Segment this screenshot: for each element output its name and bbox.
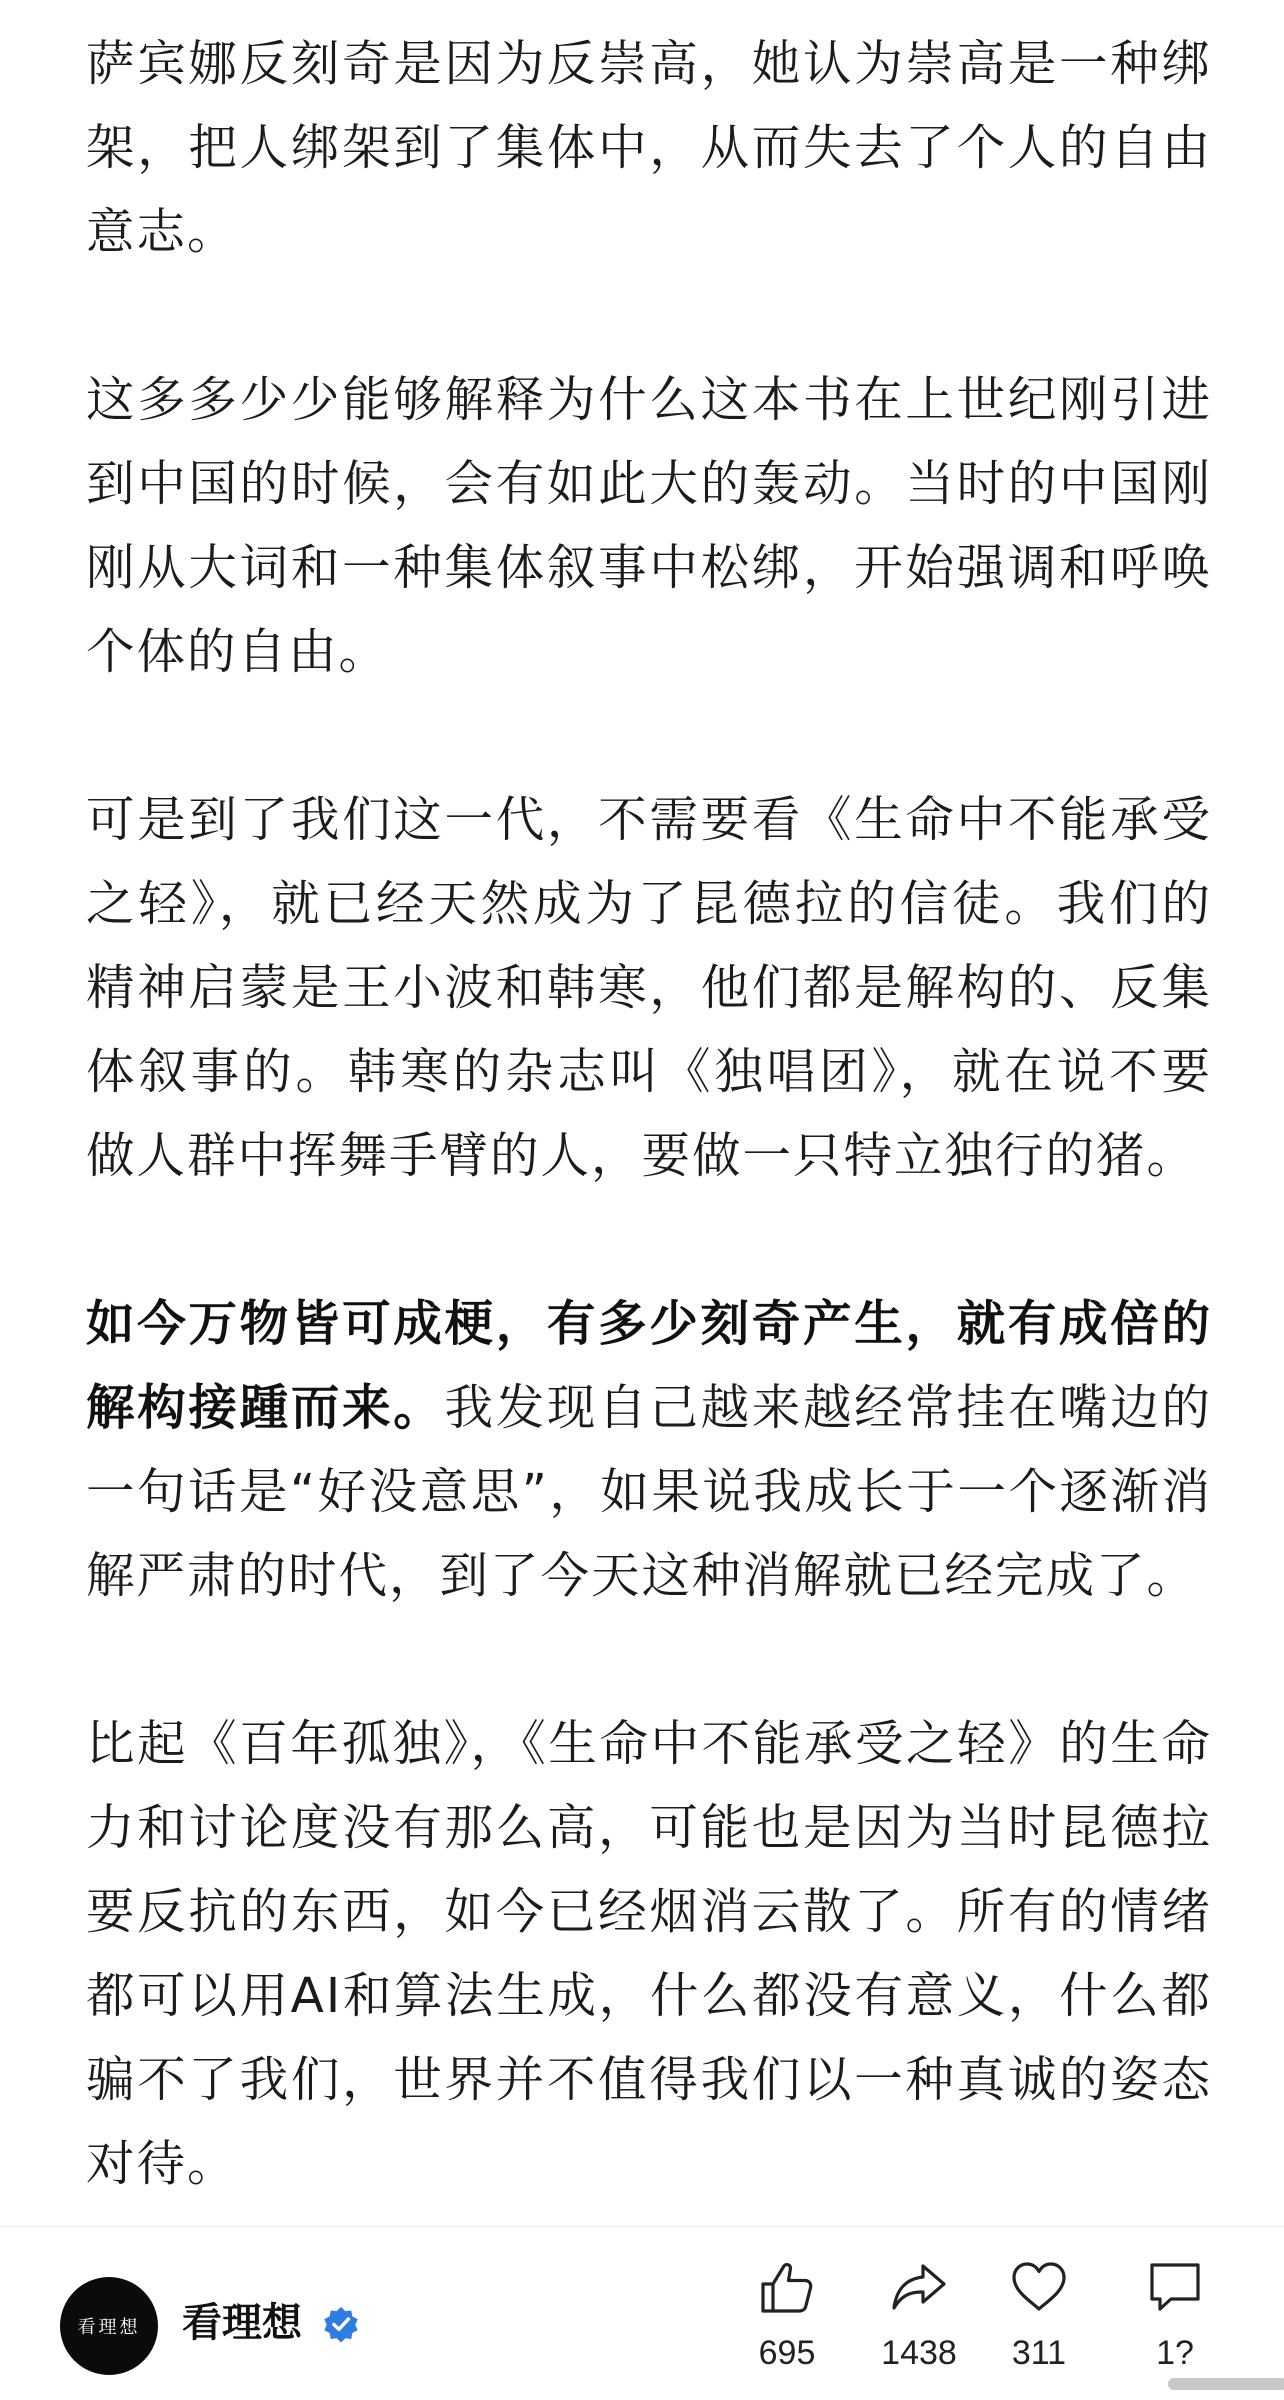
comment-count: 1?	[1156, 2334, 1194, 2372]
favorite-count: 311	[1011, 2334, 1067, 2372]
article-body	[86, 22, 1212, 2206]
verified-badge-icon	[322, 2305, 360, 2343]
article-paragraph	[86, 1282, 1212, 1618]
article-paragraph: 这多多少少能够解释为什么这本书在上世纪刚引进到中国的时候，会有如此大的轰动。当时的中国刚刚从大词和一种集体叙事中松绑，开始强调和呼唤个体的自由。	[86, 372, 1212, 680]
article-paragraph: 可是到了我们这一代，不需要看《生命中不能承受之轻》，就已经天然成为了昆德拉的信徒。我们的精神启蒙是王小波和韩寒，他们都是解构的、反集体叙事的。韩寒的杂志叫《独唱团》，就在说不要做人群中挥舞手臂的人，要做一只特立独行的猪。	[86, 792, 1212, 1184]
share-count: 1438	[881, 2334, 957, 2372]
thumbs-up-icon	[757, 2257, 817, 2317]
share-arrow-icon	[889, 2257, 949, 2317]
favorite-button[interactable]	[974, 2257, 1104, 2387]
like-count: 695	[758, 2334, 816, 2372]
avatar[interactable]: 看理想	[60, 2277, 158, 2375]
article-highlight-text: 如今万物皆可成梗，有多少刻奇产生，就有成倍的解构接踵而来。	[86, 1296, 1212, 1436]
share-button[interactable]	[854, 2257, 984, 2387]
article-paragraph: 萨宾娜反刻奇是因为反崇高，她认为崇高是一种绑架，把人绑架到了集体中，从而失去了个人的自由意志。	[86, 36, 1212, 260]
comment-button[interactable]	[1110, 2257, 1240, 2387]
home-indicator	[1168, 2378, 1284, 2390]
like-button[interactable]	[722, 2257, 852, 2387]
account-name[interactable]: 看理想	[182, 2300, 302, 2346]
heart-icon	[1009, 2257, 1069, 2317]
comment-bubble-icon	[1145, 2257, 1205, 2317]
bottom-action-bar	[0, 2226, 1284, 2400]
article-paragraph: 比起《百年孤独》，《生命中不能承受之轻》的生命力和讨论度没有那么高，可能也是因为当时昆德拉要反抗的东西，如今已经烟消云散了。所有的情绪都可以用AI和算法生成，什么都没有意义，什么都骗不了我们，世界并不值得我们以一种真诚的姿态对待。	[86, 1716, 1212, 2192]
article-paragraph-text: 我发现自己越来越经常挂在嘴边的一句话是“好没意思”，如果说我成长于一个逐渐消解严肃的时代，到了今天这种消解就已经完成了。	[86, 1380, 1212, 1604]
